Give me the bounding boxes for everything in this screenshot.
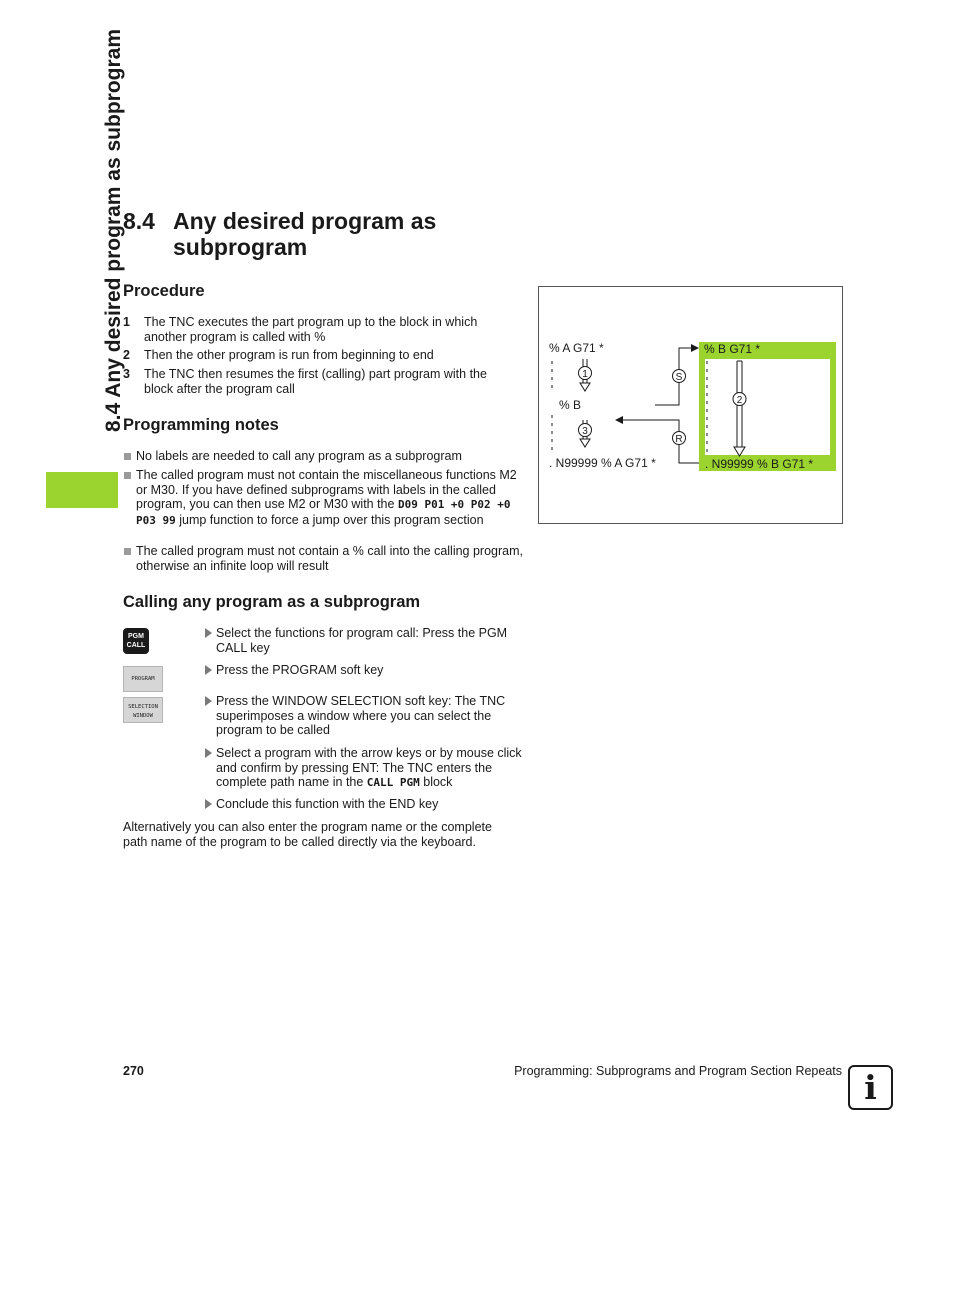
action-arrow-icon	[205, 628, 212, 638]
subprogram-call-diagram	[538, 286, 843, 524]
selection-window-softkey[interactable]	[123, 697, 163, 723]
step-number: 3	[123, 367, 130, 381]
note-text-part: The called program must not contain the miscellaneous functions M2 or M30. If you have defined subprograms with labels in the called program, you can then use M2 or M30 with the	[136, 468, 517, 511]
calling-heading: Calling any program as a subprogram	[123, 593, 421, 611]
pgm-call-key-line2: CALL	[126, 642, 146, 649]
step-text: Then the other program is run from beginning to end	[144, 348, 434, 362]
step-number: 1	[123, 315, 130, 329]
step-text: The TNC executes the part program up to the block in which another program is called with %	[144, 315, 478, 344]
note-item	[123, 449, 523, 464]
section-title	[123, 208, 436, 260]
action-text: Press the PROGRAM soft key	[216, 663, 384, 677]
step-text: The TNC then resumes the first (calling) part program with the block after the program call	[144, 367, 487, 396]
action-text: Press the WINDOW SELECTION soft key: The TNC superimposes a window where you can select the program to be called	[216, 694, 506, 737]
jump-s-label: S	[675, 372, 683, 383]
step-1-label: 1	[582, 369, 588, 380]
called-program-start: % B G71 *	[704, 342, 761, 356]
calling-program-call: % B	[559, 398, 582, 412]
note-text	[136, 468, 523, 528]
call-pgm-code: CALL PGM	[366, 776, 420, 789]
procedure-heading: Procedure	[123, 282, 205, 300]
note-text: The called program must not contain a % call into the calling program, otherwise an infinite loop will result	[136, 544, 523, 573]
calling-program-end: . N99999 % A G71 *	[549, 456, 656, 470]
note-text-part: jump function to force a jump over this program section	[175, 512, 484, 527]
action-arrow-icon	[205, 748, 212, 758]
action-arrow-icon	[205, 799, 212, 809]
section-title-line2: subprogram	[173, 234, 308, 260]
section-number: 8.4	[123, 208, 155, 234]
notes-heading: Programming notes	[123, 416, 279, 434]
procedure-step	[123, 348, 513, 363]
action-arrow-icon	[205, 696, 212, 706]
jump-call-arrowhead	[691, 344, 699, 352]
called-program-end: . N99999 % B G71 *	[705, 457, 814, 471]
pgm-call-key[interactable]	[123, 628, 149, 654]
step-2-label: 2	[736, 395, 743, 406]
action-text-part: block	[419, 775, 453, 789]
return-r-label: R	[675, 434, 683, 445]
softkey-line2: WINDOW	[133, 713, 153, 719]
side-tab-label: 8.4 Any desired program as subprogram	[102, 28, 125, 432]
action-item	[204, 797, 524, 812]
action-text-part: Select a program with the arrow keys or by mouse click and confirm by pressing ENT: The TNC enters the complete path name in the	[216, 746, 522, 789]
page-number: 270	[123, 1064, 144, 1078]
bullet-square-icon	[124, 472, 131, 479]
note-text: No labels are needed to call any program as a subprogram	[136, 449, 462, 463]
info-icon-letter: i	[864, 1068, 877, 1107]
action-item	[204, 746, 524, 791]
action-arrow-icon	[205, 665, 212, 675]
arrow-1-head	[580, 383, 590, 391]
arrow-3-head	[580, 439, 590, 447]
jump-code: D09 P01 +0 P02 +0 P03 99	[136, 498, 511, 527]
chapter-title: Programming: Subprograms and Program Section Repeats	[514, 1064, 842, 1078]
side-tab-marker	[46, 472, 118, 508]
called-program-inner	[705, 359, 830, 455]
step-number: 2	[123, 348, 130, 362]
action-item	[204, 694, 524, 738]
note-item	[123, 468, 523, 528]
action-item	[204, 626, 524, 655]
pgm-call-key-line1: PGM	[128, 633, 144, 640]
closing-paragraph: Alternatively you can also enter the program name or the complete path name of the program to be called directly via the keyboard.	[123, 820, 492, 849]
section-title-line1: Any desired program as	[173, 208, 437, 234]
note-item	[123, 544, 523, 573]
action-text: Select the functions for program call: Press the PGM CALL key	[216, 626, 508, 655]
bullet-square-icon	[124, 453, 131, 460]
action-item	[204, 663, 524, 678]
return-arrowhead	[615, 416, 623, 424]
bullet-square-icon	[124, 548, 131, 555]
calling-program-start: % A G71 *	[549, 341, 604, 355]
action-text: Conclude this function with the END key	[216, 797, 439, 811]
info-icon	[848, 1065, 893, 1110]
softkey-line1: SELECTION	[128, 704, 158, 710]
procedure-step	[123, 315, 513, 344]
program-softkey[interactable]: PROGRAM	[123, 666, 163, 692]
step-3-label: 3	[582, 426, 588, 437]
procedure-step	[123, 367, 513, 396]
action-text	[216, 746, 524, 791]
